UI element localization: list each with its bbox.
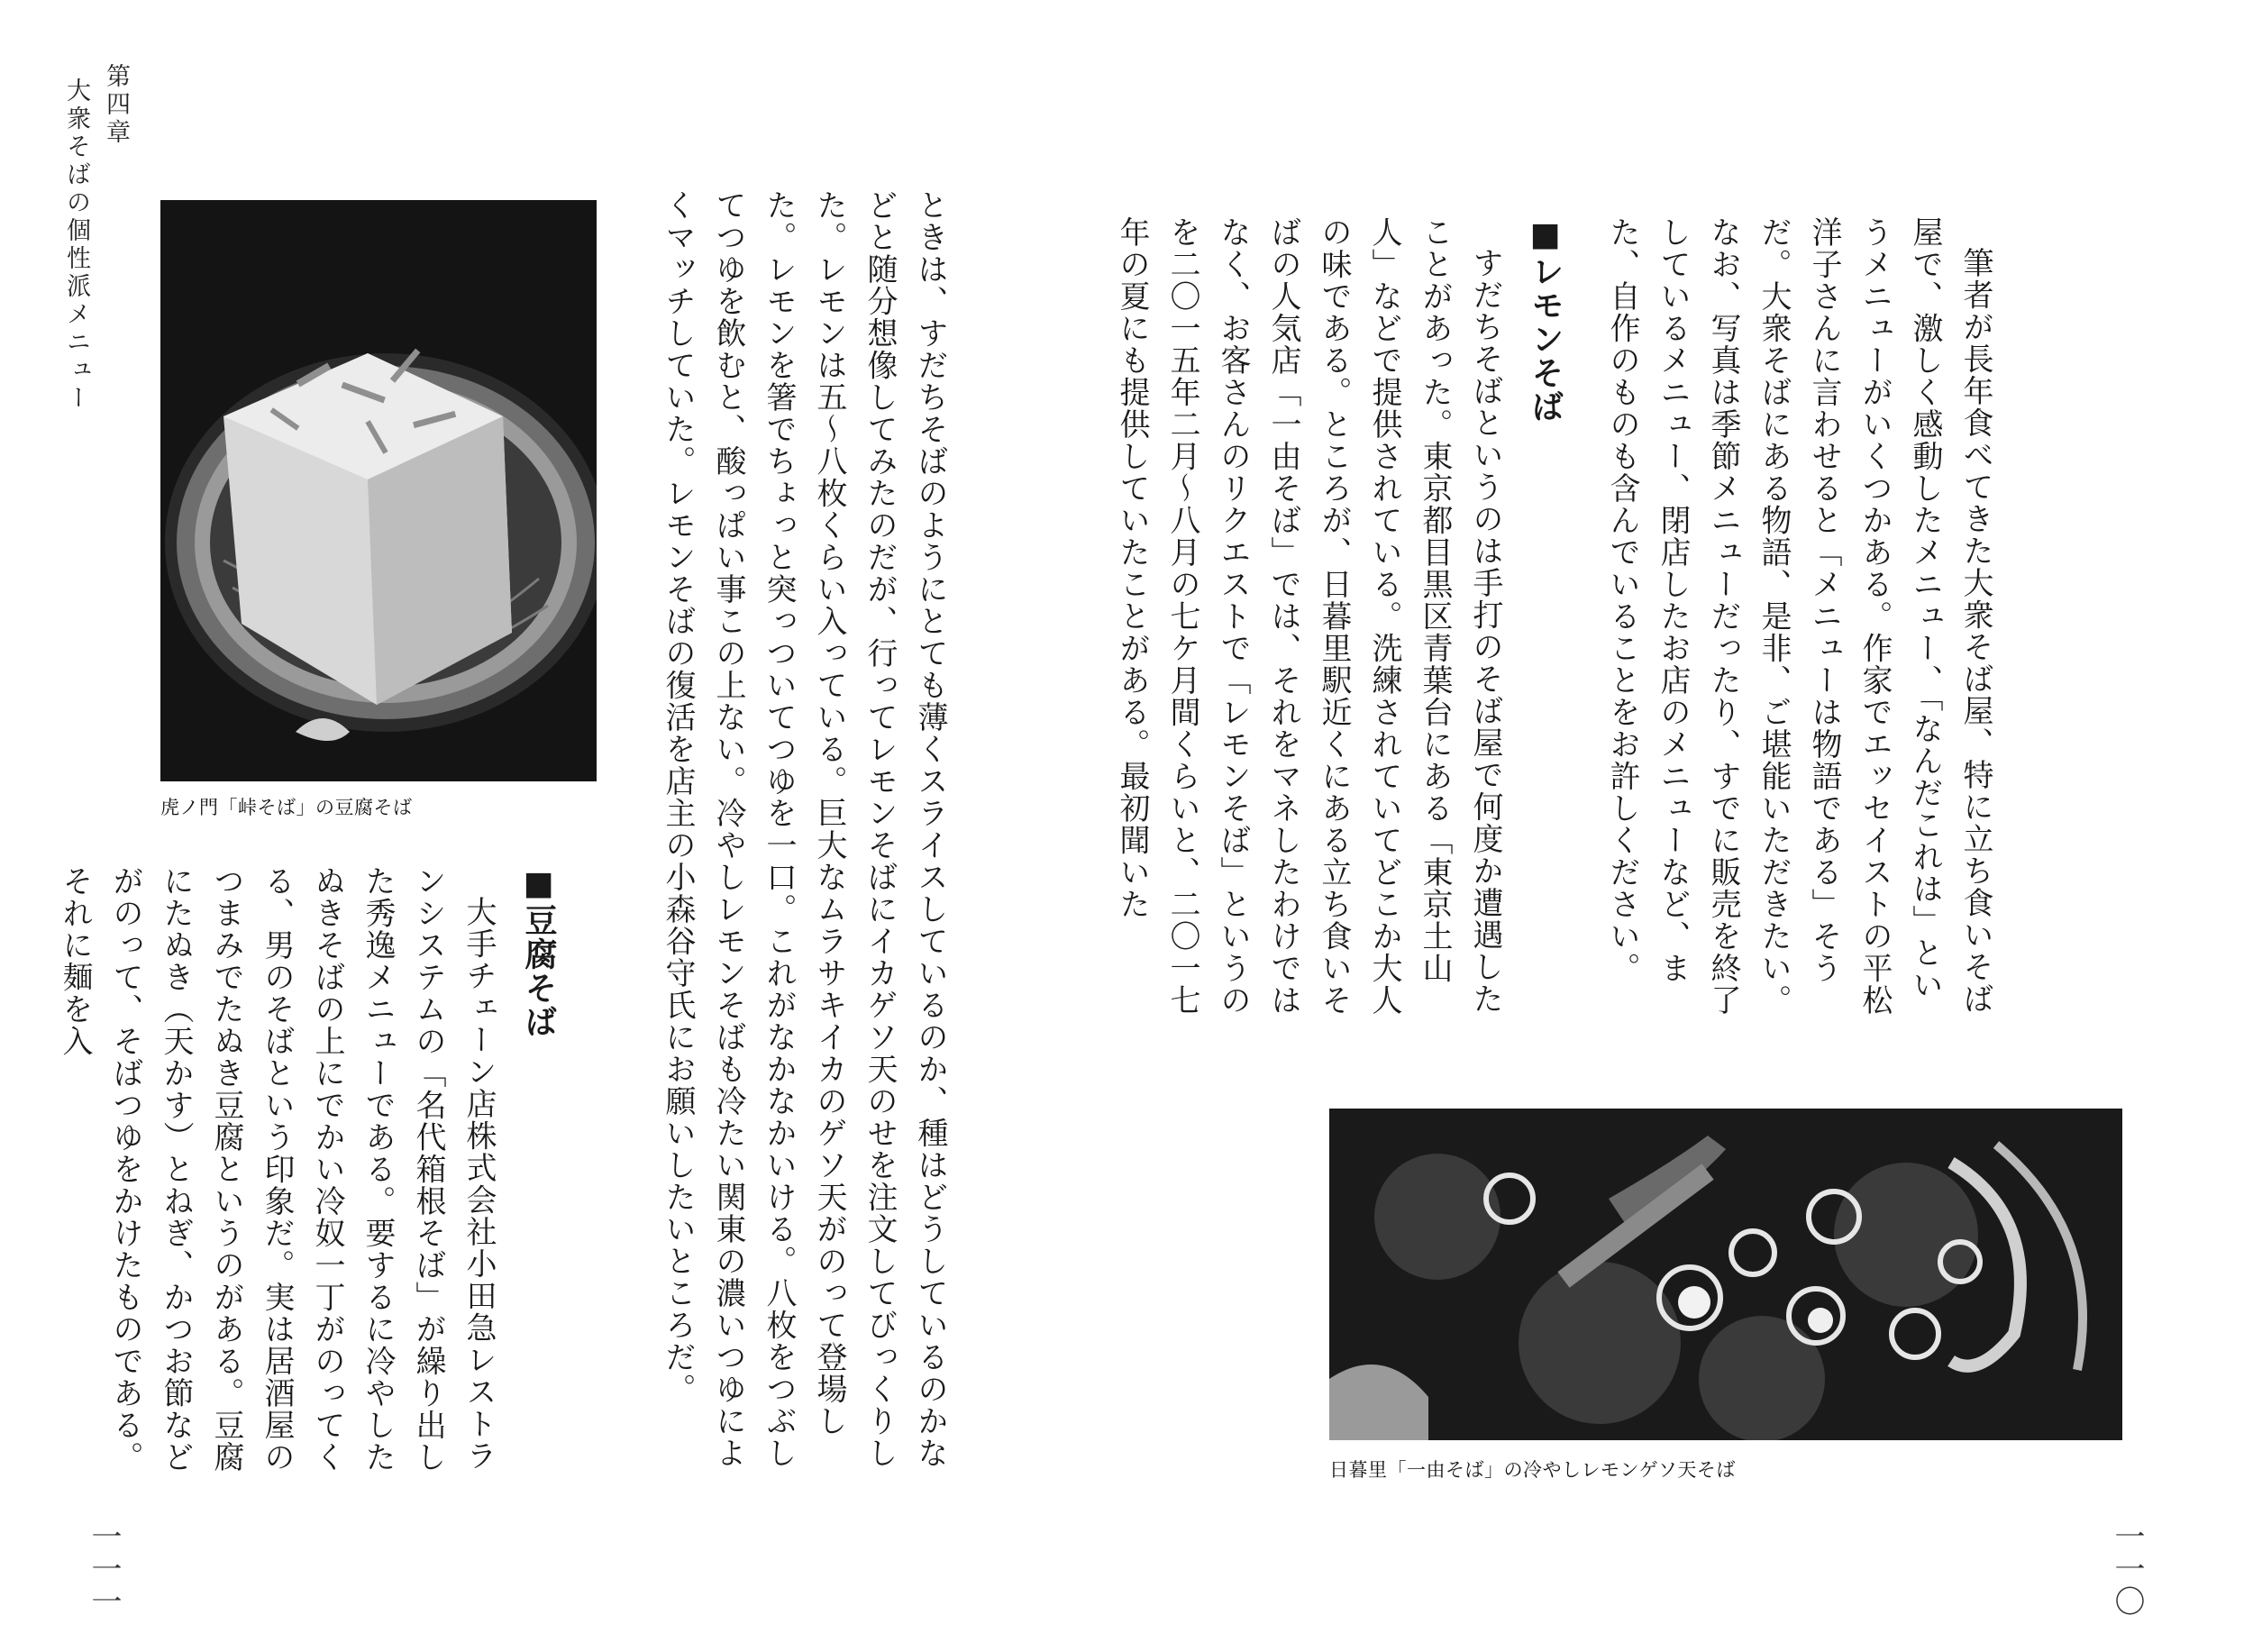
lemon-soba-paragraph: すだちそばというのは手打のそば屋で何度か遭遇したことがあった。東京都目黒区青葉台にある「東京土山人」などで提供されている。洗練されていてどこか大人の味である。ところが、日暮里駅近くにある立ち食いそばの人気店「一由そば」では、それをマネしたわけではなく、お客さんのリクエストで「レモンそば」というのを二〇一五年二月〜八月の七ケ月間くらいと、二〇一七年の夏にも提供していたことがある。最初聞いた xyxy=(1114,216,1503,1017)
continued-text-column xyxy=(658,189,955,1469)
chapter-label: 第四章 xyxy=(102,63,130,147)
section-heading-tofu-soba: ■豆腐そば xyxy=(520,865,557,1039)
page-number-left: 一一一 xyxy=(86,1520,122,1618)
tofu-photo-caption: 虎ノ門「峠そば」の豆腐そば xyxy=(160,797,413,818)
page-number-right: 一一〇 xyxy=(2109,1520,2145,1618)
intro-paragraph: 筆者が長年食べてきた大衆そば屋、特に立ち食いそば屋で、激しく感動したメニュー、「なんだこれは」というメニューがいくつかある。作家でエッセイストの平松洋子さんに言わせると「メニューは物語である」そうだ。大衆そばにある物語、是非、ご堪能いただきたい。なお、写真は季節メニューだったり、すでに販売を終了しているメニュー、閉店したお店のメニューなど、また、自作のものも含んでいることをお許しください。 xyxy=(1604,216,1993,1017)
lemon-geso-soba-photo xyxy=(1329,1109,2122,1440)
right-text-column xyxy=(1114,216,2001,1027)
tofu-soba-section xyxy=(57,865,563,1496)
chapter-title: 大衆そばの個性派メニュー xyxy=(62,78,90,413)
left-page xyxy=(0,0,1126,1652)
lemon-geso-soba-image xyxy=(1329,1109,2122,1440)
lemon-photo-caption: 日暮里「一由そば」の冷やしレモンゲソ天そば xyxy=(1329,1459,1736,1481)
lemon-soba-continued-paragraph: ときは、すだちそばのようにとても薄くスライスしているのか、種はどうしているのかなどと随分想像してみたのだが、行ってレモンそばにイカゲソ天のせを注文してびっくりした。レモンは五〜八枚くらい入っている。巨大なムラサキイカのゲソ天がのって登場した。レモンを箸でちょっと突っついてつゆを一口。これがなかなかいける。八枚をつぶしてつゆを飲むと、酸っぱい事この上ない。冷やしレモンそばも冷たい関東の濃いつゆによくマッチしていた。レモンそばの復活を店主の小森谷守氏にお願いしたいところだ。 xyxy=(660,189,948,1469)
tofu-soba-photo xyxy=(160,200,597,781)
running-head xyxy=(56,63,135,442)
section-heading-lemon-soba: ■レモンそば xyxy=(1527,216,1564,424)
tofu-soba-image xyxy=(160,200,597,781)
tofu-soba-paragraph: 大手チェーン店株式会社小田急レストランシステムの「名代箱根そば」が繰り出した秀逸メニューである。要するに冷やしたぬきそばの上にでかい冷奴一丁がのってくる、男のそばという印象だ。実は居酒屋のつまみでたぬき豆腐というのがある。豆腐にたぬき（天かす）とねぎ、かつお節などがのって、そばつゆをかけたものである。それに麺を入 xyxy=(57,865,497,1474)
